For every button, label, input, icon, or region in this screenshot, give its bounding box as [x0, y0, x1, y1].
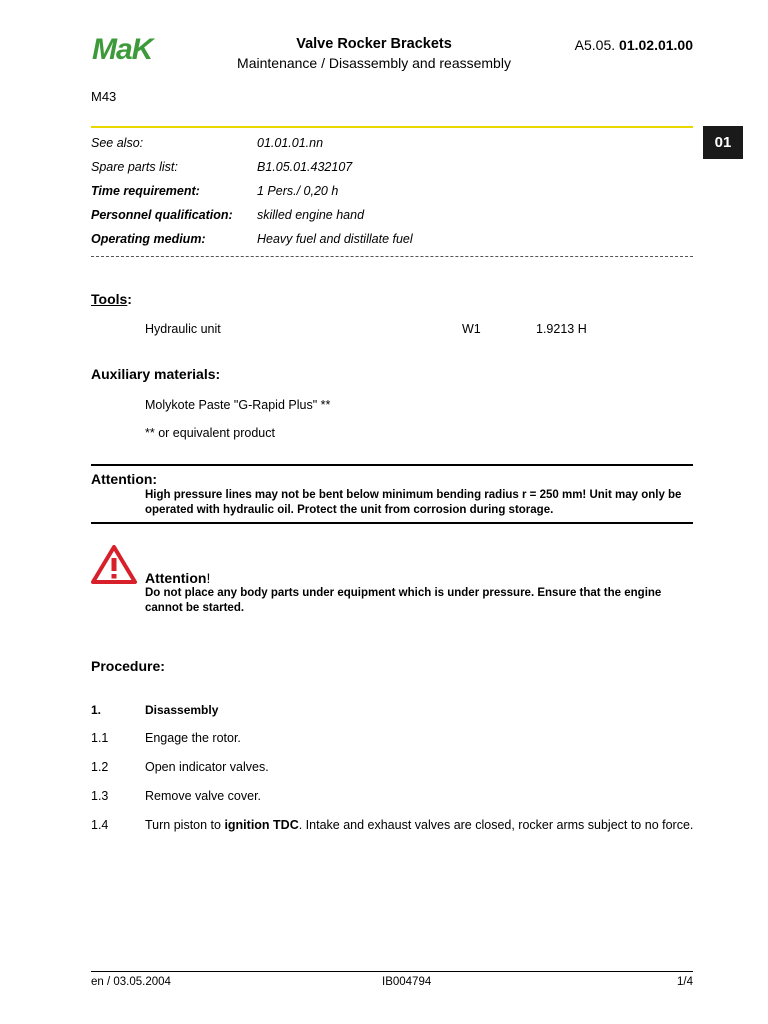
tools-heading-text: Tools	[91, 291, 128, 307]
warning-text: Do not place any body parts under equipment which is under pressure. Ensure that the engine cannot be started.	[145, 587, 662, 614]
info-divider	[91, 256, 693, 257]
document-code	[575, 37, 693, 53]
info-label-time: Time requirement:	[91, 184, 200, 198]
attention-bottom-rule	[91, 522, 693, 524]
engine-model: M43	[91, 89, 117, 104]
auxiliary-note: ** or equivalent product	[145, 426, 275, 440]
info-value-medium: Heavy fuel and distillate fuel	[257, 232, 413, 246]
step-text-after: . Intake and exhaust valves are closed, rocker arms subject to no force.	[298, 818, 694, 832]
info-label-see-also: See also:	[91, 136, 144, 150]
tools-heading-suffix: :	[127, 291, 132, 307]
step-text-bold: ignition TDC	[224, 818, 299, 832]
footer-document-id: IB004794	[382, 976, 432, 988]
auxiliary-item: Molykote Paste "G-Rapid Plus" **	[145, 398, 331, 412]
footer-language-date: en / 03.05.2004	[91, 976, 171, 988]
logo-text: MaK	[92, 34, 153, 64]
attention-top-rule	[91, 464, 693, 466]
step-number: 1.1	[91, 731, 109, 745]
attention-text: High pressure lines may not be bent below minimum bending radius r = 250 mm! Unit may only be operated with hydraulic oil. Protect the unit from corrosion during storage.	[145, 489, 682, 516]
footer-page-number: 1/4	[677, 976, 693, 988]
section-number: 1.	[91, 703, 102, 717]
document-title: Valve Rocker Brackets	[296, 36, 452, 52]
footer-rule	[91, 971, 693, 972]
step-text-before: Turn piston to	[145, 818, 225, 832]
step-text	[145, 818, 695, 833]
info-label-qualification: Personnel qualification:	[91, 208, 233, 222]
info-value-see-also: 01.01.01.nn	[257, 136, 324, 150]
warning-heading-suffix: !	[206, 570, 211, 586]
procedure-heading: Procedure:	[91, 658, 165, 674]
section-title: Disassembly	[145, 703, 219, 717]
document-code-main: 01.02.01.00	[619, 37, 693, 53]
mak-logo	[92, 34, 192, 64]
warning-icon	[91, 544, 137, 584]
auxiliary-heading: Auxiliary materials:	[91, 366, 221, 382]
info-value-time: 1 Pers./ 0,20 h	[257, 184, 339, 198]
warning-heading-text: Attention	[145, 570, 207, 586]
step-number: 1.2	[91, 760, 109, 774]
tool-name: Hydraulic unit	[145, 322, 221, 336]
step-text: Remove valve cover.	[145, 789, 262, 803]
section-tab: 01	[703, 126, 743, 159]
tools-heading	[91, 291, 132, 307]
tool-part-number: 1.9213 H	[536, 322, 587, 336]
warning-heading	[145, 570, 210, 586]
step-text: Engage the rotor.	[145, 731, 241, 745]
info-label-spare-parts: Spare parts list:	[91, 160, 178, 174]
tool-code: W1	[462, 322, 481, 336]
step-number: 1.3	[91, 789, 109, 803]
document-subtitle: Maintenance / Disassembly and reassembly	[237, 55, 511, 71]
info-label-medium: Operating medium:	[91, 232, 206, 246]
header-divider	[91, 126, 693, 128]
info-value-qualification: skilled engine hand	[257, 208, 365, 222]
info-value-spare-parts: B1.05.01.432107	[257, 160, 353, 174]
document-code-prefix: A5.05.	[574, 37, 616, 53]
step-text: Open indicator valves.	[145, 760, 269, 774]
step-number: 1.4	[91, 818, 109, 832]
attention-heading: Attention:	[91, 471, 158, 487]
